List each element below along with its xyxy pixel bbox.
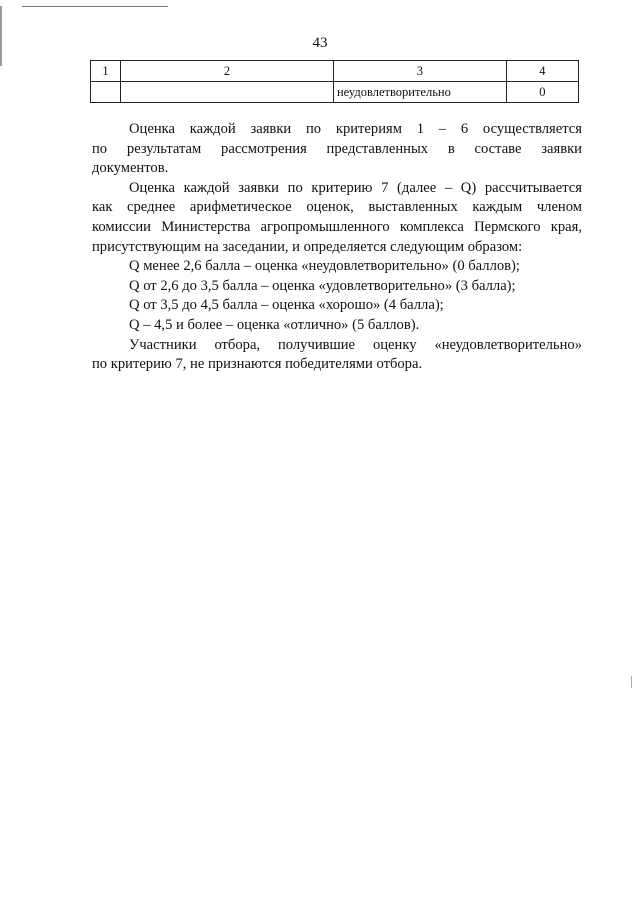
scan-artifact-line (22, 6, 168, 7)
paragraph-line: присутствующим на заседании, и определяется следующим образом: (92, 238, 523, 255)
table-row (91, 82, 579, 103)
paragraph-line: Оценка каждой заявки по критерию 7 (далее – Q) рассчитывается (129, 179, 582, 196)
table-cell: 4 (506, 61, 578, 82)
paragraph-line: Оценка каждой заявки по критериям 1 – 6 осуществляется (129, 121, 582, 137)
scan-artifact-mark (631, 676, 632, 688)
table-cell: 0 (506, 82, 578, 103)
table-cell: 1 (91, 61, 121, 82)
paragraph-line: комиссии Министерства агропромышленного комплекса Пермского края, (92, 218, 582, 235)
paragraph-line: Участники отбора, получившие оценку «неудовлетворительно» (129, 336, 582, 353)
table-cell: 2 (121, 61, 334, 82)
score-rule-line: Q менее 2,6 балла – оценка «неудовлетворительно» (0 баллов); (129, 258, 520, 275)
paragraph-line: по критерию 7, не признаются победителями отбора. (92, 356, 423, 373)
page-number: 43 (312, 35, 328, 51)
table-cell (91, 82, 121, 103)
score-rule-line: Q – 4,5 и более – оценка «отлично» (5 баллов). (129, 316, 420, 333)
table-header-row (91, 61, 579, 82)
score-rule-line: Q от 3,5 до 4,5 балла – оценка «хорошо» (4 балла); (129, 297, 444, 314)
score-rule-line: Q от 2,6 до 3,5 балла – оценка «удовлетворительно» (3 балла); (129, 277, 516, 294)
paragraph-line: по результатам рассмотрения представленных в составе заявки (92, 140, 582, 157)
paragraph-line: документов. (92, 160, 169, 177)
document-body (92, 120, 582, 375)
table-cell: 3 (333, 61, 506, 82)
table-cell: неудовлетворительно (333, 82, 506, 103)
table-cell (121, 82, 334, 103)
paragraph-line: как среднее арифметическое оценок, выставленных каждым членом (92, 199, 582, 216)
criteria-table (90, 60, 579, 103)
